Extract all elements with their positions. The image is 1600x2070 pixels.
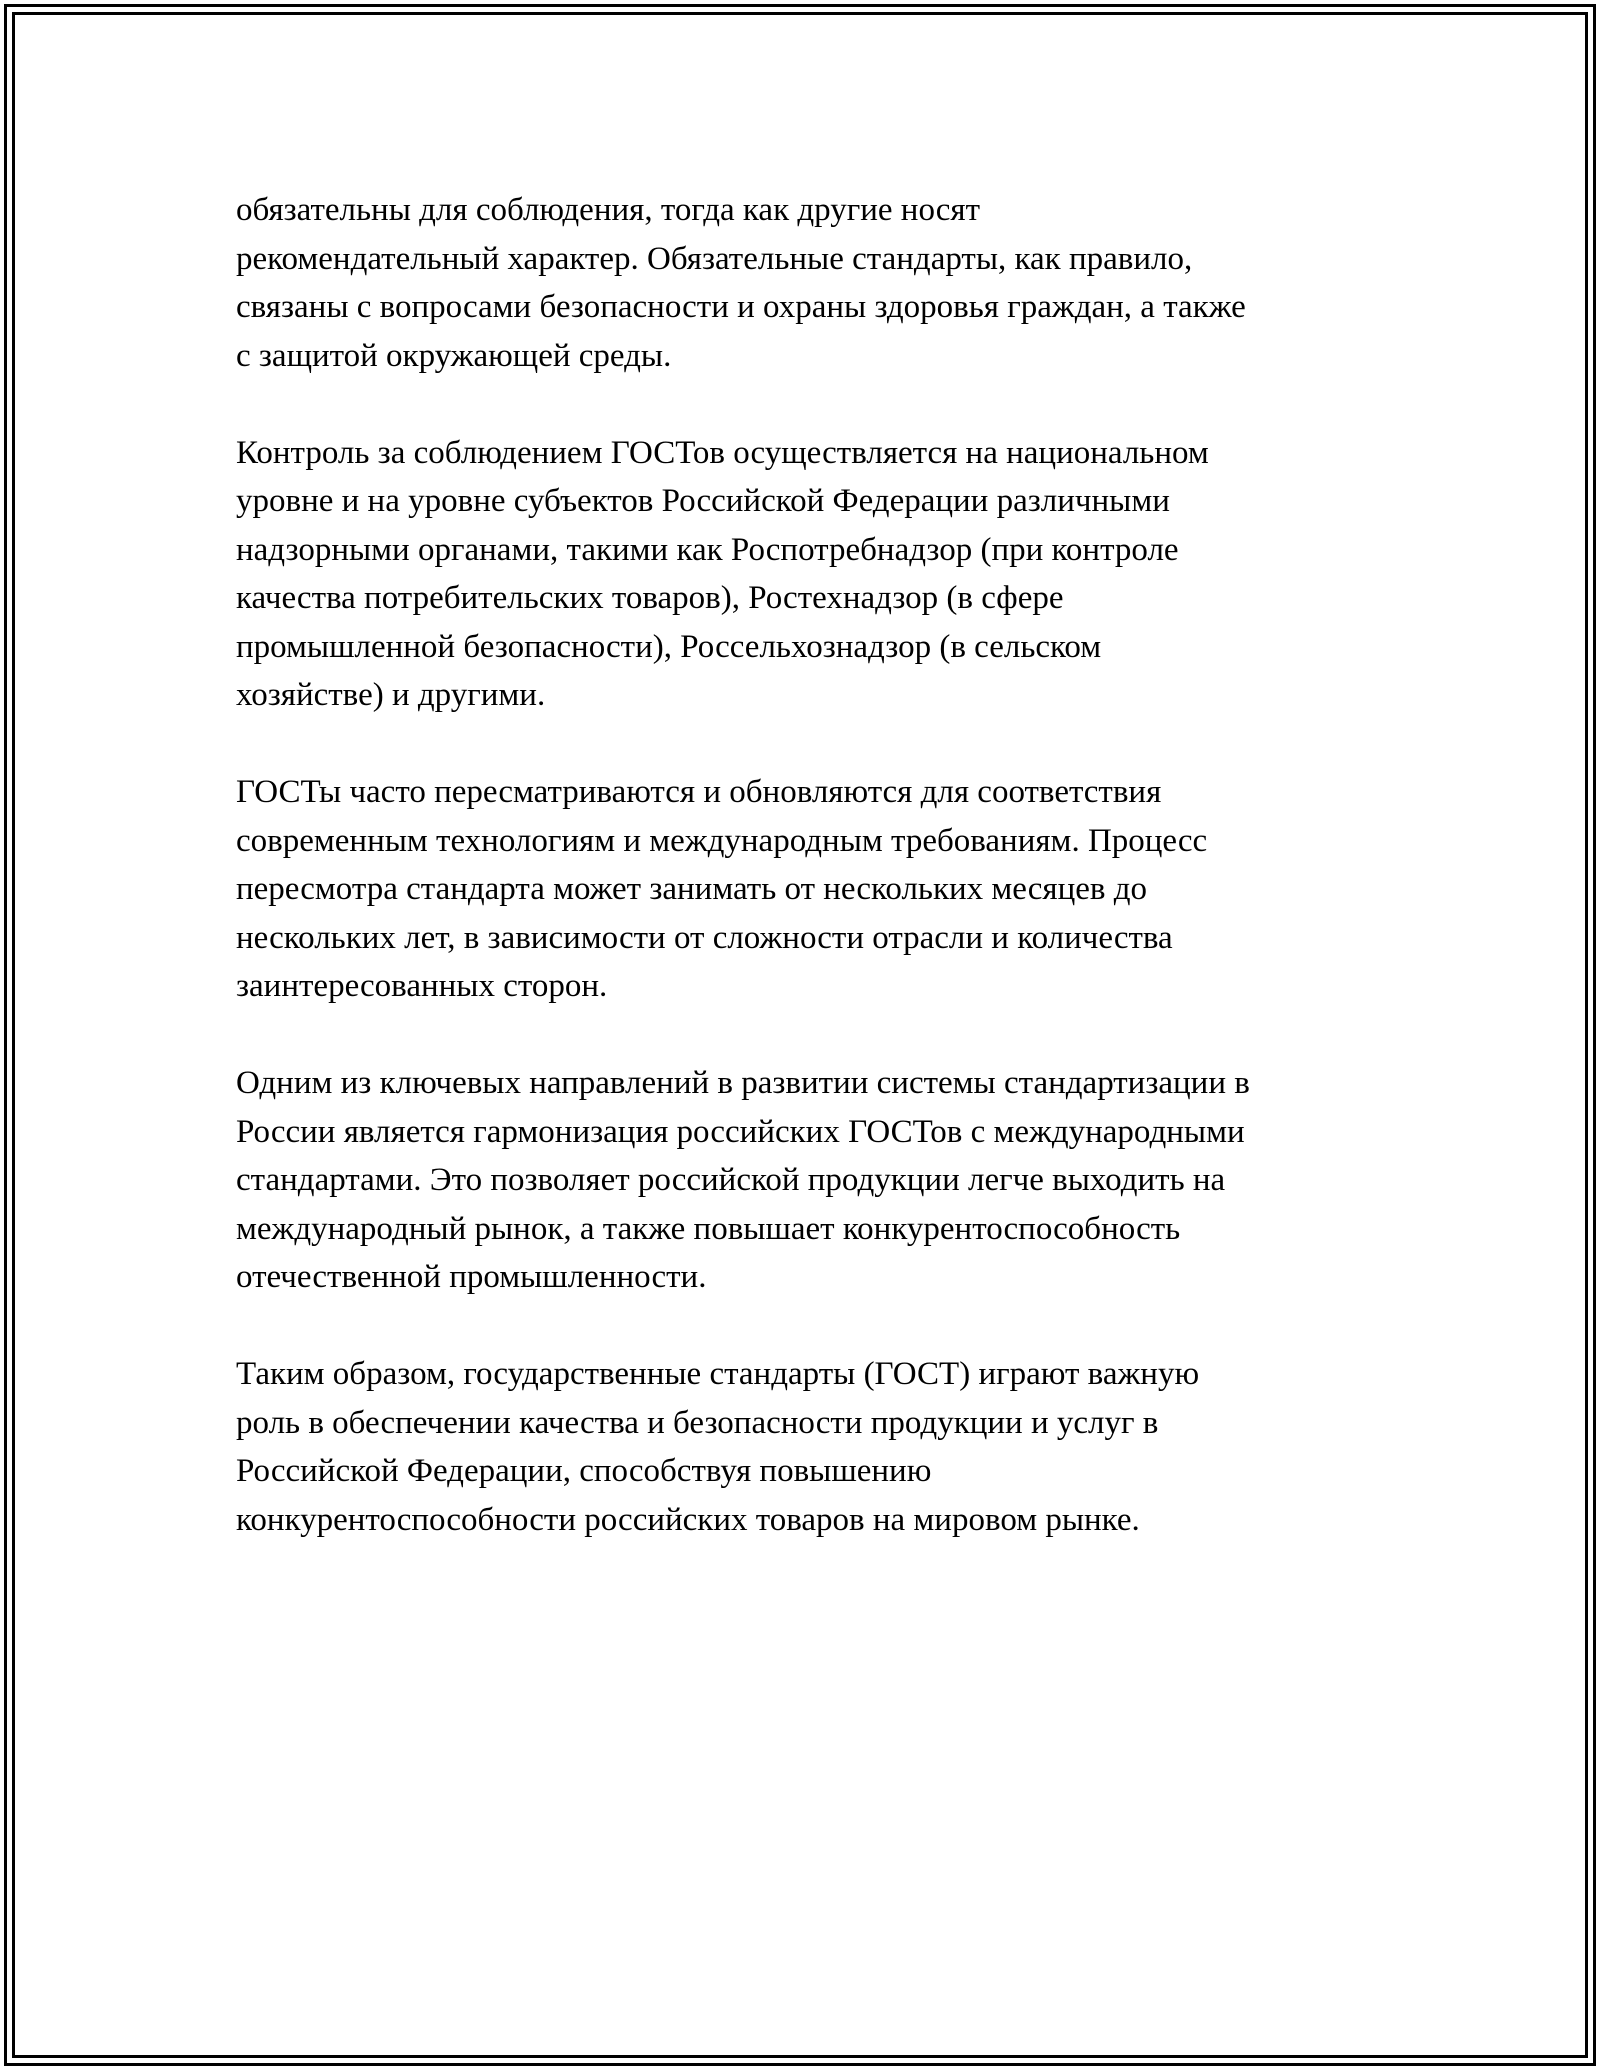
paragraph-1: обязательны для соблюдения, тогда как другие носят рекомендательный характер. Обязательные стандарты, как правило, связаны с вопросами безопасности и охраны здоровья граждан, а также с защитой окружающей среды. [236,192,1246,374]
document-body [236,186,1376,1593]
paragraph-2: Контроль за соблюдением ГОСТов осуществляется на национальном уровне и на уровне субъектов Российской Федерации различными надзорными органами, такими как Роспотребнадзор (при контроле качества потребительских товаров), Ростехнадзор (в сфере промышленной безопасности), Россельхознадзор (в сельском хозяйстве) и другими. [236,434,1209,713]
paragraph-3: ГОСТы часто пересматриваются и обновляются для соответствия современным технологиям и международным требованиям. Процесс пересмотра стандарта может занимать от нескольких месяцев до нескольких лет, в зависимости от сложности отрасли и количества заинтересованных сторон. [236,774,1208,1004]
paragraph-4: Одним из ключевых направлений в развитии системы стандартизации в России является гармонизация российских ГОСТов с международными стандартами. Это позволяет российской продукции легче выходить на международный рынок, а также повышает конкурентоспособность отечественной промышленности. [236,1065,1250,1295]
paragraph-5: Таким образом, государственные стандарты (ГОСТ) играют важную роль в обеспечении качества и безопасности продукции и услуг в Российской Федерации, способствуя повышению конкурентоспособности российских товаров на мировом рынке. [236,1356,1200,1538]
